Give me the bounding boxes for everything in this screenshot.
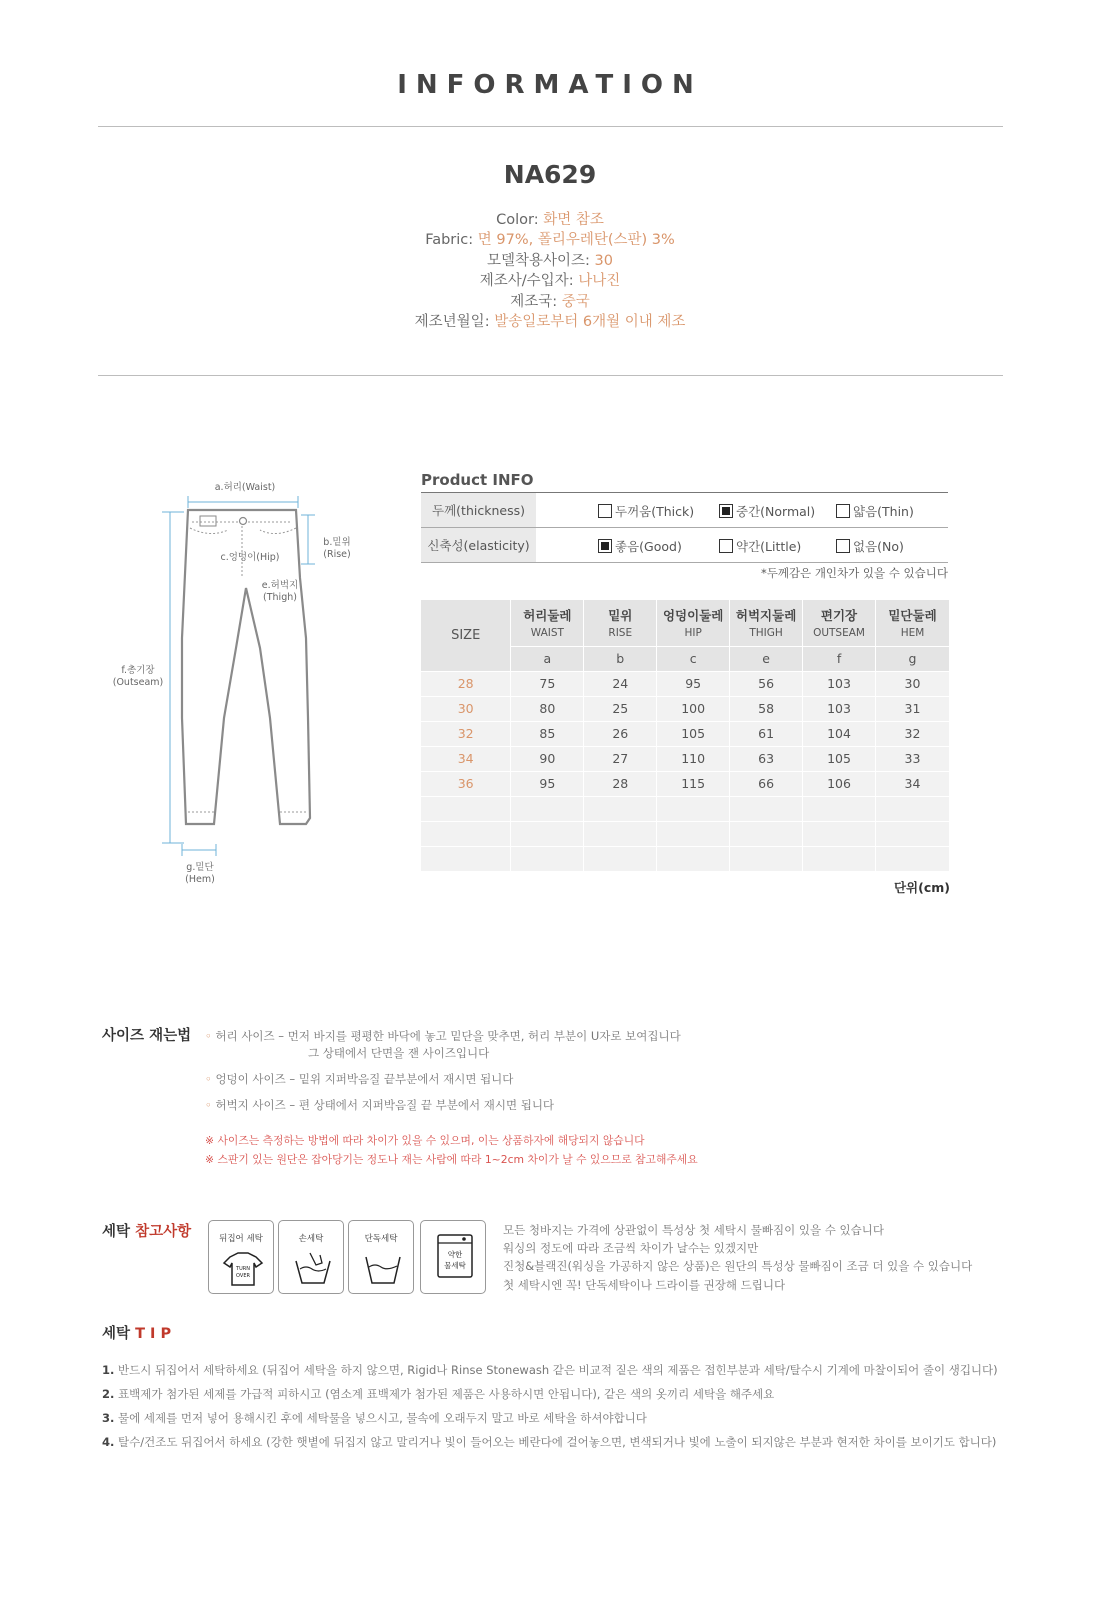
meta-fabric: Fabric: 면 97%, 폴리우레탄(스판) 3% (425, 232, 675, 249)
separate-wash-card: 단독세탁 (348, 1220, 414, 1294)
meta-color: Color: 화면 참조 (496, 212, 604, 228)
table-row: 28 75 24 95 56 103 30 (421, 671, 950, 696)
thickness-row (421, 493, 948, 528)
size-header: SIZE (421, 600, 511, 671)
wash-description: 모든 청바지는 가격에 상관없이 특성상 첫 세탁시 물빠짐이 있을 수 있습니다 워싱의 정도에 따라 조금씩 차이가 날수는 있겠지만 진청&블랙진(워싱을 가공하지 않은 상품)은 원단의 특성상 물빠짐이 조금 더 있을 수 있습니다 첫 세탁시엔 꼭! 단독세탁이나 드라이를 권장해 드립니다 (503, 1223, 973, 1292)
hand-wash-icon (292, 1251, 334, 1287)
measure-waist-2: 그 상태에서 단면을 잰 사이즈입니다 (308, 1046, 490, 1060)
elasticity-label: 신축성(elasticity) (421, 528, 536, 563)
tip-item-2: 2. 표백제가 첨가된 세제를 가급적 피하시고 (염소계 표백제가 첨가된 제품은 사용하시면 안됩니다), 같은 색의 옷끼리 세탁을 해주세요 (102, 1387, 775, 1401)
checkbox-icon (836, 504, 850, 518)
table-row: 30 80 25 100 58 103 31 (421, 696, 950, 721)
checkbox-icon (719, 539, 733, 553)
meta-model-size: 모델착용사이즈: 30 (486, 252, 613, 269)
table-row-empty (421, 821, 950, 846)
wash-title: 세탁 참고사항 (102, 1224, 192, 1240)
col-key-c: c (657, 646, 730, 671)
size-table (421, 600, 950, 872)
measure-hip: ◦ 엉덩이 사이즈 – 밑위 지퍼박음질 끝부분에서 재시면 됩니다 (205, 1072, 514, 1086)
divider-mid (98, 375, 1003, 376)
label-hip: c.엉덩이(Hip) (220, 552, 280, 563)
measure-title: 사이즈 재는법 (102, 1028, 192, 1044)
product-info-title: Product INFO (421, 471, 534, 489)
label-outseam: f.총기장 (Outseam) (112, 665, 164, 688)
checkbox-icon (836, 539, 850, 553)
measure-waist: ◦ 허리 사이즈 – 먼저 바지를 평평한 바닥에 놓고 밑단을 맞추면, 허리 부분이 U자로 보여집니다 (205, 1029, 681, 1043)
gentle-wash-card (420, 1220, 486, 1294)
svg-text:TURN: TURN (236, 1266, 250, 1272)
svg-text:물세탁: 물세탁 (444, 1261, 466, 1270)
elasticity-row (421, 528, 948, 563)
label-rise: b.밑위 (Rise) (323, 537, 351, 560)
col-thigh: 허벅지둘레 THIGH (730, 600, 803, 646)
thickness-thin-option[interactable]: 얇음(Thin) (836, 502, 914, 520)
meta-date: 제조년월일: 발송일로부터 6개월 이내 제조 (414, 314, 686, 331)
meta-maker: 제조사/수입자: 나나진 (479, 273, 621, 290)
label-waist: a.허리(Waist) (214, 482, 276, 493)
info-title: INFORMATION (397, 70, 703, 100)
thickness-label: 두께(thickness) (421, 493, 536, 528)
hand-wash-card: 손세탁 (278, 1220, 344, 1294)
col-key-a: a (511, 646, 584, 671)
product-code: NA629 (503, 160, 597, 189)
checkbox-icon (598, 504, 612, 518)
checkbox-checked-icon (598, 539, 612, 553)
col-hip: 엉덩이둘레 HIP (657, 600, 730, 646)
svg-text:OVER: OVER (236, 1273, 250, 1279)
label-hem: g.밑단 (Hem) (185, 862, 215, 885)
table-row-empty (421, 846, 950, 871)
product-meta (0, 210, 1100, 332)
table-row: 36 95 28 115 66 106 34 (421, 771, 950, 796)
thickness-normal-option[interactable]: 중간(Normal) (719, 502, 815, 520)
tips-title: 세탁 T I P (102, 1326, 172, 1342)
tip-item-4: 4. 탈수/건조도 뒤집어서 하세요 (강한 햇볕에 뒤집지 않고 말리거나 빛이 들어오는 베란다에 걸어놓으면, 변색되거나 빛에 노출이 되지않은 부분과 현저한 차이를 보이기도 합니다) (102, 1435, 997, 1449)
elasticity-little-option[interactable]: 약간(Little) (719, 537, 801, 555)
product-info-table (421, 492, 948, 563)
turn-over-icon (222, 1251, 264, 1287)
table-row-empty (421, 796, 950, 821)
label-thigh: e.허벅지 (Thigh) (261, 580, 299, 603)
turn-over-wash-card: 뒤집어 세탁 TURN OVER (208, 1220, 274, 1294)
elasticity-good-option[interactable]: 좋음(Good) (598, 537, 682, 555)
separate-wash-icon (362, 1251, 404, 1287)
divider-top (98, 126, 1003, 127)
measure-warning-2: ※ 스판기 있는 원단은 잡아당기는 정도나 재는 사람에 따라 1~2cm 차이가 날 수 있으므로 참고해주세요 (205, 1153, 698, 1166)
checkbox-checked-icon (719, 504, 733, 518)
col-key-g: g (876, 646, 950, 671)
thickness-note: *두께감은 개인차가 있을 수 있습니다 (760, 566, 948, 580)
col-outseam: 편기장 OUTSEAM (803, 600, 876, 646)
col-key-e: e (730, 646, 803, 671)
elasticity-no-option[interactable]: 없음(No) (836, 537, 904, 555)
svg-text:약한: 약한 (447, 1250, 463, 1259)
measure-thigh: ◦ 허벅지 사이즈 – 편 상태에서 지퍼박음질 끝 부분에서 재시면 됩니다 (205, 1098, 555, 1112)
col-waist: 허리둘레 WAIST (511, 600, 584, 646)
tip-item-3: 3. 물에 세제를 먼저 넣어 용해시킨 후에 세탁물을 넣으시고, 물속에 오래두지 말고 바로 세탁을 하셔야합니다 (102, 1411, 647, 1425)
gentle-wash-icon (434, 1231, 476, 1281)
col-hem: 밑단둘레 HEM (876, 600, 950, 646)
table-row: 32 85 26 105 61 104 32 (421, 721, 950, 746)
col-rise: 밑위 RISE (584, 600, 657, 646)
tip-item-1: 1. 반드시 뒤집어서 세탁하세요 (뒤집어 세탁을 하지 않으면, Rigid나 Rinse Stonewash 같은 비교적 짙은 색의 제품은 접힌부분과 세탁/탈수시 기계에 마찰이되어 줄이 생깁니다) (102, 1363, 998, 1377)
col-key-f: f (803, 646, 876, 671)
unit-label: 단위(cm) (893, 880, 950, 895)
meta-origin: 제조국: 중국 (510, 293, 590, 310)
thickness-thick-option[interactable]: 두꺼움(Thick) (598, 502, 694, 520)
measure-warning-1: ※ 사이즈는 측정하는 방법에 따라 차이가 있을 수 있으며, 이는 상품하자에 해당되지 않습니다 (205, 1134, 645, 1147)
table-row: 34 90 27 110 63 105 33 (421, 746, 950, 771)
col-key-b: b (584, 646, 657, 671)
